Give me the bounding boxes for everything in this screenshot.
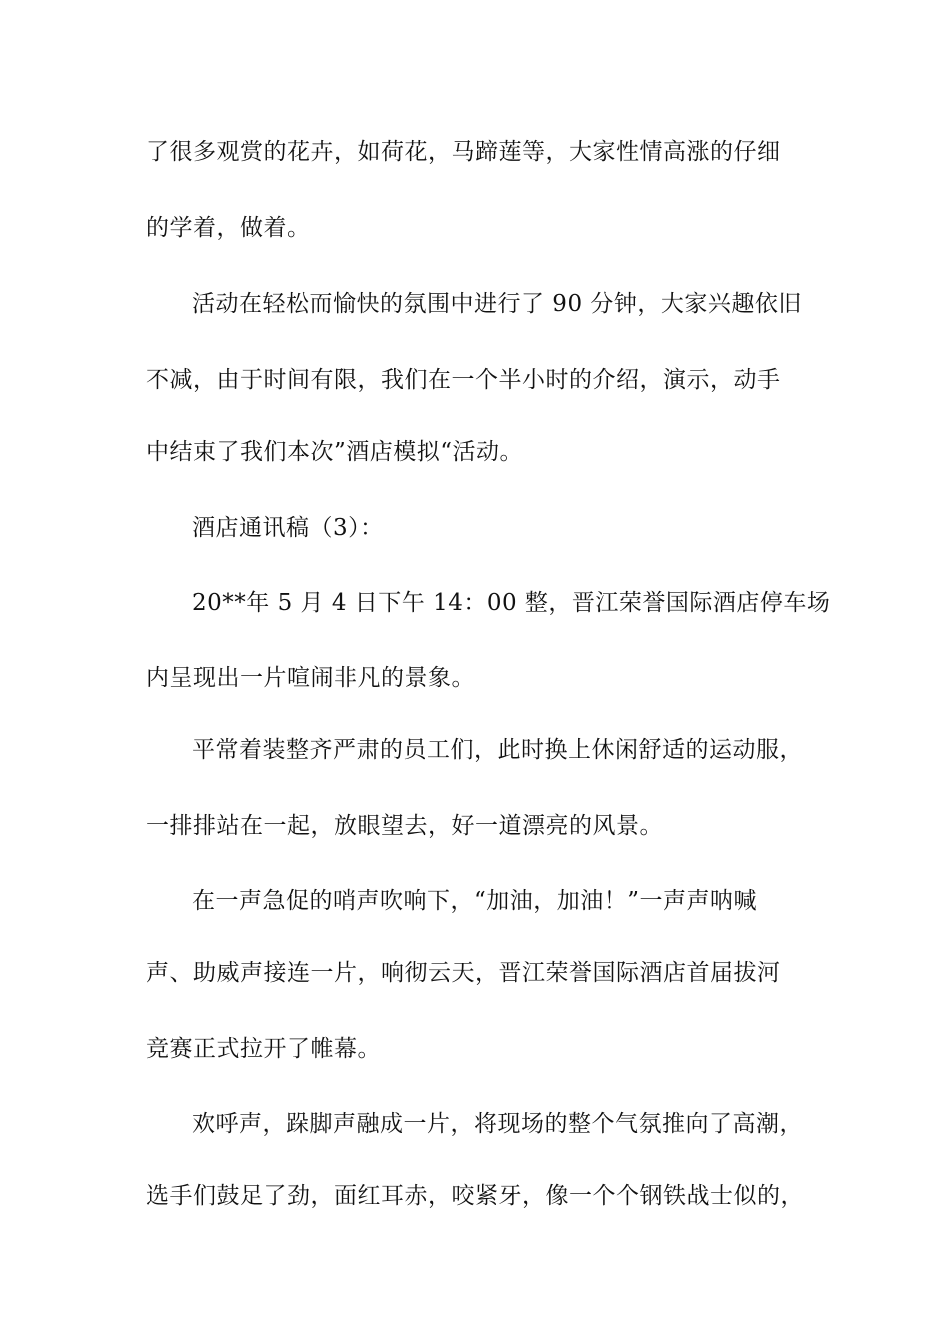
paragraph-line: 欢呼声，跺脚声融成一片，将现场的整个气氛推向了高潮， (192, 1111, 803, 1137)
paragraph-line: 的学着，做着。 (146, 215, 311, 241)
paragraph-line: 中结束了我们本次”酒店模拟“活动。 (146, 439, 524, 465)
paragraph-line: 选手们鼓足了劲，面红耳赤，咬紧牙，像一个个钢铁战士似的， (146, 1183, 804, 1209)
paragraph-line: 竞赛正式拉开了帷幕。 (146, 1036, 381, 1062)
paragraph-line: 平常着装整齐严肃的员工们，此时换上休闲舒适的运动服， (192, 737, 803, 763)
paragraph-line: 在一声急促的哨声吹响下，“加油，加油！”一声声呐喊 (192, 888, 758, 914)
paragraph-line: 一排排站在一起，放眼望去，好一道漂亮的风景。 (146, 813, 663, 839)
paragraph-line: 内呈现出一片喧闹非凡的景象。 (146, 665, 475, 691)
section-heading: 酒店通讯稿（3）： (192, 515, 384, 541)
paragraph-line: 声、助威声接连一片，响彻云天，晋江荣誉国际酒店首届拔河 (146, 960, 781, 986)
paragraph-line: 20**年 5 月 4 日下午 14：00 整，晋江荣誉国际酒店停车场 (192, 590, 831, 616)
paragraph-line: 活动在轻松而愉快的氛围中进行了 90 分钟，大家兴趣依旧 (192, 291, 802, 317)
paragraph-line: 不减，由于时间有限，我们在一个半小时的介绍，演示，动手 (146, 367, 781, 393)
paragraph-line: 了很多观赏的花卉，如荷花，马蹄莲等，大家性情高涨的仔细 (146, 139, 781, 165)
